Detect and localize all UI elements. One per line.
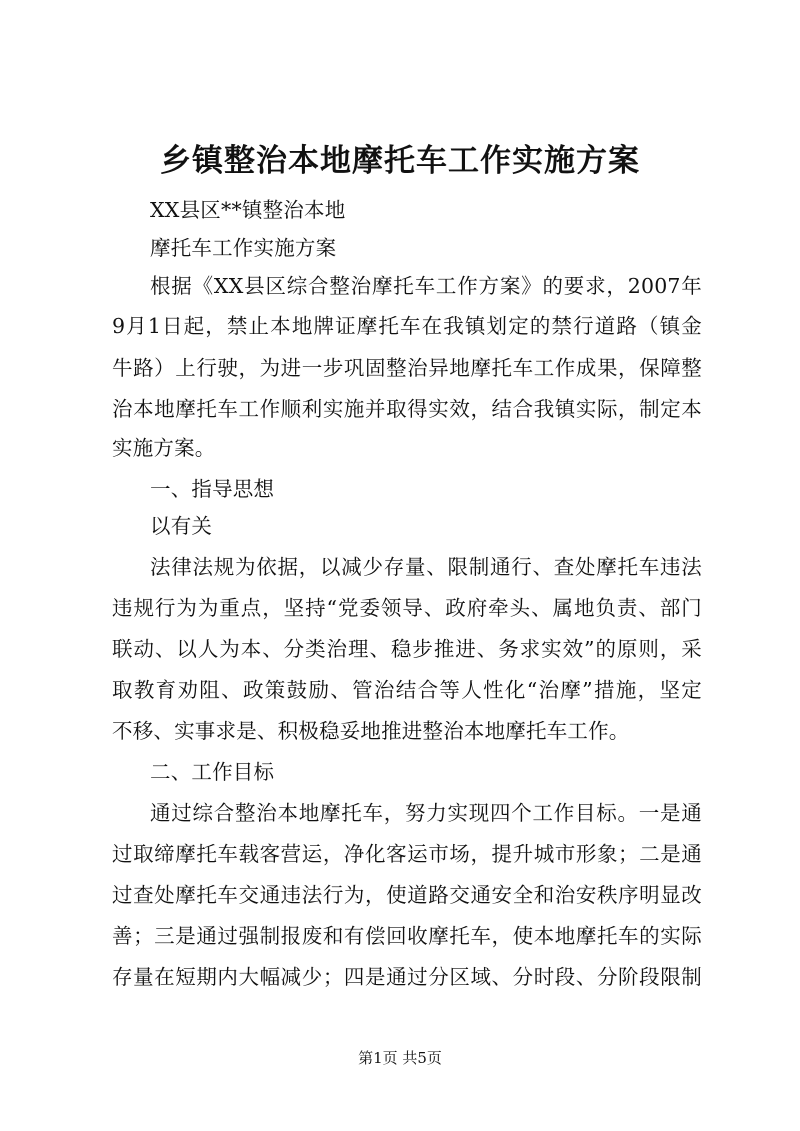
- paragraph-line: 通过综合整治本地摩托车，努力实现四个工作目标。一是通: [150, 801, 702, 825]
- paragraph-line: 联动、以人为本、分类治理、稳步推进、务求实效”的原则，采: [112, 637, 702, 661]
- paragraph-line: 治本地摩托车工作顺利实施并取得实效，结合我镇实际，制定本: [112, 397, 702, 421]
- paragraph-line: 取教育劝阻、政策鼓励、管治结合等人性化“治摩”措施，坚定: [112, 678, 702, 702]
- paragraph-line: 过取缔摩托车载客营运，净化客运市场，提升城市形象；二是通: [112, 842, 702, 866]
- paragraph-line: 摩托车工作实施方案: [150, 236, 337, 260]
- paragraph-line: 法律法规为依据，以减少存量、限制通行、查处摩托车违法: [150, 555, 702, 579]
- paragraph-line: 善；三是通过强制报废和有偿回收摩托车，使本地摩托车的实际: [112, 924, 702, 948]
- paragraph-line: 过查处摩托车交通违法行为，使道路交通安全和治安秩序明显改: [112, 883, 702, 907]
- paragraph-line: 不移、实事求是、积极稳妥地推进整治本地摩托车工作。: [112, 719, 630, 743]
- paragraph-line: 9月1日起，禁止本地牌证摩托车在我镇划定的禁行道路（镇金: [112, 314, 702, 338]
- section-heading: 二、工作目标: [150, 760, 275, 784]
- paragraph-line: 违规行为为重点，坚持“党委领导、政府牵头、属地负责、部门: [112, 596, 702, 620]
- section-heading: 一、指导思想: [150, 477, 275, 501]
- paragraph-line: XX县区**镇整治本地: [150, 198, 346, 222]
- paragraph-line: 根据《XX县区综合整治摩托车工作方案》的要求，2007年: [150, 274, 702, 298]
- document-title: 乡镇整治本地摩托车工作实施方案: [160, 143, 640, 179]
- paragraph-line: 以有关: [150, 514, 213, 538]
- paragraph-line: 存量在短期内大幅减少；四是通过分区域、分时段、分阶段限制: [112, 965, 702, 989]
- paragraph-line: 实施方案。: [112, 436, 216, 460]
- paragraph-line: 牛路）上行驶，为进一步巩固整治异地摩托车工作成果，保障整: [112, 356, 702, 380]
- page-number-footer: 第1页 共5页: [358, 1049, 442, 1067]
